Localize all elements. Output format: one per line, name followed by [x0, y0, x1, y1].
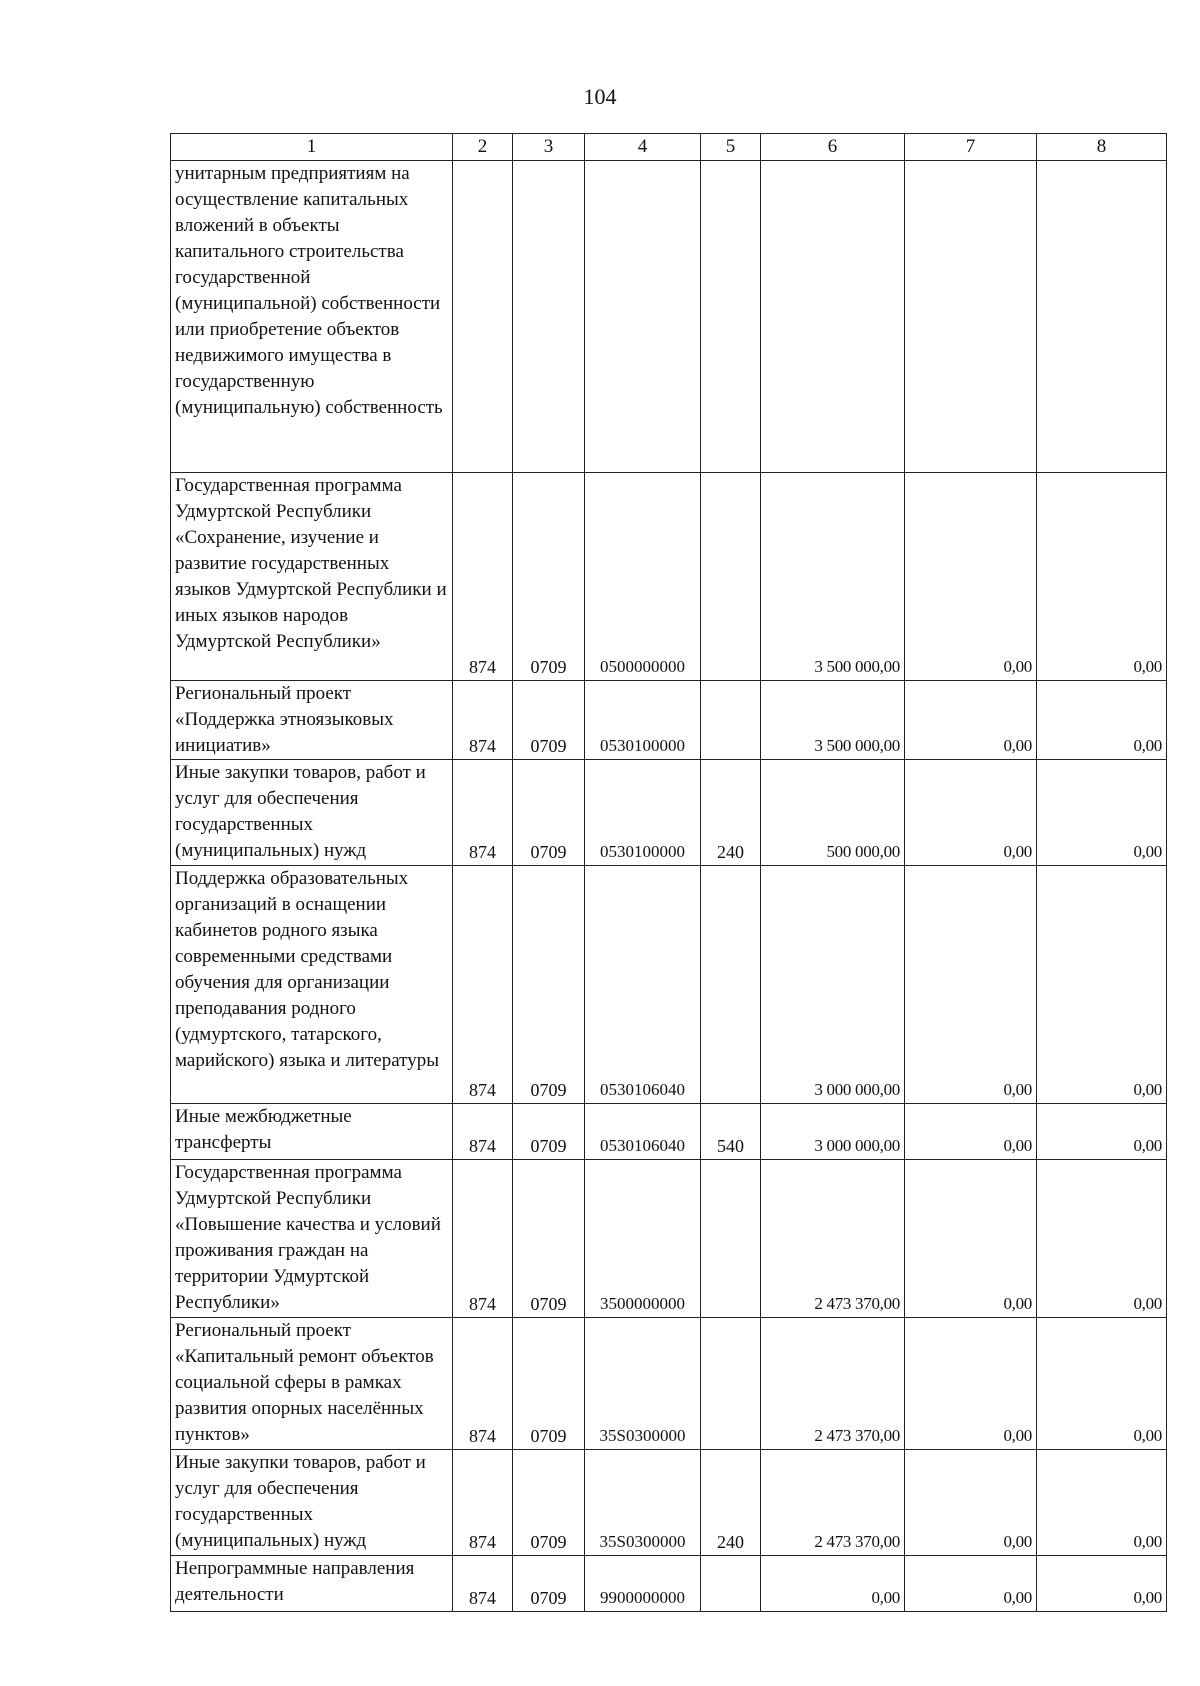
- cell-admin-code: 874: [453, 1450, 513, 1556]
- header-cell: 7: [905, 134, 1037, 161]
- cell-section: 0709: [513, 1160, 585, 1318]
- row-name: Иные закупки товаров, работ и услуг для обеспечения государственных (муниципальных) нужд: [171, 760, 453, 866]
- cell-admin-code: 874: [453, 1160, 513, 1318]
- row-name: Региональный проект «Капитальный ремонт объектов социальной сферы в рамках развития опорных населённых пунктов»: [171, 1318, 453, 1450]
- header-cell: 6: [761, 134, 905, 161]
- cell-amount-7: 0,00: [905, 866, 1037, 1104]
- row-name: Поддержка образовательных организаций в оснащении кабинетов родного языка современными средствами обучения для организации преподавания родного (удмуртского, татарского, марийского) языка и литературы: [171, 866, 453, 1104]
- cell-amount-7: 0,00: [905, 681, 1037, 760]
- header-cell: 1: [171, 134, 453, 161]
- header-cell: 4: [585, 134, 701, 161]
- table-row: [171, 161, 1167, 473]
- header-cell: 8: [1037, 134, 1167, 161]
- cell-section: [513, 161, 585, 473]
- cell-admin-code: 874: [453, 681, 513, 760]
- header-cell: 3: [513, 134, 585, 161]
- cell-amount-6: [761, 161, 905, 473]
- cell-amount-7: [905, 161, 1037, 473]
- header-row: [171, 134, 1167, 161]
- cell-amount-6: 3 500 000,00: [761, 473, 905, 681]
- table-row: [171, 1556, 1167, 1612]
- cell-amount-6: 3 000 000,00: [761, 1104, 905, 1160]
- cell-expense-type: [701, 1160, 761, 1318]
- cell-amount-7: 0,00: [905, 1556, 1037, 1612]
- cell-amount-8: 0,00: [1037, 681, 1167, 760]
- cell-expense-type: [701, 1556, 761, 1612]
- table-row: [171, 1160, 1167, 1318]
- cell-amount-6: 2 473 370,00: [761, 1160, 905, 1318]
- cell-amount-8: 0,00: [1037, 473, 1167, 681]
- table-row: [171, 1450, 1167, 1556]
- cell-expense-type: 240: [701, 760, 761, 866]
- cell-amount-8: [1037, 161, 1167, 473]
- cell-amount-8: 0,00: [1037, 866, 1167, 1104]
- cell-admin-code: 874: [453, 1318, 513, 1450]
- cell-amount-7: 0,00: [905, 1450, 1037, 1556]
- cell-amount-6: 3 000 000,00: [761, 866, 905, 1104]
- table-row: [171, 760, 1167, 866]
- cell-admin-code: 874: [453, 1556, 513, 1612]
- cell-target-article: 0530106040: [585, 866, 701, 1104]
- cell-amount-7: 0,00: [905, 1160, 1037, 1318]
- cell-expense-type: [701, 1318, 761, 1450]
- cell-section: 0709: [513, 1450, 585, 1556]
- cell-amount-7: 0,00: [905, 473, 1037, 681]
- cell-amount-7: 0,00: [905, 760, 1037, 866]
- row-name: Государственная программа Удмуртской Республики «Сохранение, изучение и развитие государственных языков Удмуртской Республики и иных языков народов Удмуртской Республики»: [171, 473, 453, 681]
- row-name: Иные межбюджетные трансферты: [171, 1104, 453, 1160]
- cell-expense-type: [701, 866, 761, 1104]
- cell-amount-8: 0,00: [1037, 1450, 1167, 1556]
- table-row: [171, 1104, 1167, 1160]
- cell-expense-type: [701, 681, 761, 760]
- cell-target-article: 3500000000: [585, 1160, 701, 1318]
- cell-amount-6: 3 500 000,00: [761, 681, 905, 760]
- cell-admin-code: 874: [453, 760, 513, 866]
- cell-target-article: 0500000000: [585, 473, 701, 681]
- cell-admin-code: [453, 161, 513, 473]
- budget-table: [170, 133, 1167, 1612]
- cell-target-article: 35S0300000: [585, 1318, 701, 1450]
- page-number: 104: [583, 84, 617, 109]
- row-name: унитарным предприятиям на осуществление капитальных вложений в объекты капитального строительства государственной (муниципальной) собственности или приобретение объектов недвижимого имущества в государственную (муниципальную) собственность: [171, 161, 453, 473]
- cell-admin-code: 874: [453, 866, 513, 1104]
- cell-target-article: [585, 161, 701, 473]
- cell-target-article: 0530100000: [585, 681, 701, 760]
- cell-amount-8: 0,00: [1037, 1104, 1167, 1160]
- cell-section: 0709: [513, 760, 585, 866]
- cell-target-article: 35S0300000: [585, 1450, 701, 1556]
- cell-amount-6: 2 473 370,00: [761, 1318, 905, 1450]
- cell-admin-code: 874: [453, 1104, 513, 1160]
- cell-amount-8: 0,00: [1037, 1556, 1167, 1612]
- table-row: [171, 866, 1167, 1104]
- cell-amount-8: 0,00: [1037, 1160, 1167, 1318]
- cell-target-article: 9900000000: [585, 1556, 701, 1612]
- cell-expense-type: [701, 473, 761, 681]
- table-row: [171, 681, 1167, 760]
- cell-target-article: 0530106040: [585, 1104, 701, 1160]
- cell-expense-type: [701, 161, 761, 473]
- cell-expense-type: 240: [701, 1450, 761, 1556]
- cell-section: 0709: [513, 681, 585, 760]
- row-name: Иные закупки товаров, работ и услуг для обеспечения государственных (муниципальных) нужд: [171, 1450, 453, 1556]
- cell-amount-8: 0,00: [1037, 1318, 1167, 1450]
- cell-amount-6: 2 473 370,00: [761, 1450, 905, 1556]
- table-row: [171, 1318, 1167, 1450]
- cell-amount-7: 0,00: [905, 1318, 1037, 1450]
- cell-section: 0709: [513, 473, 585, 681]
- cell-target-article: 0530100000: [585, 760, 701, 866]
- table-row: [171, 473, 1167, 681]
- cell-section: 0709: [513, 1318, 585, 1450]
- cell-section: 0709: [513, 866, 585, 1104]
- cell-amount-6: 500 000,00: [761, 760, 905, 866]
- row-name: Региональный проект «Поддержка этноязыковых инициатив»: [171, 681, 453, 760]
- cell-section: 0709: [513, 1104, 585, 1160]
- cell-amount-6: 0,00: [761, 1556, 905, 1612]
- header-cell: 5: [701, 134, 761, 161]
- cell-admin-code: 874: [453, 473, 513, 681]
- cell-expense-type: 540: [701, 1104, 761, 1160]
- row-name: Государственная программа Удмуртской Республики «Повышение качества и условий проживания граждан на территории Удмуртской Республики»: [171, 1160, 453, 1318]
- header-cell: 2: [453, 134, 513, 161]
- row-name: Непрограммные направления деятельности: [171, 1556, 453, 1612]
- cell-section: 0709: [513, 1556, 585, 1612]
- cell-amount-7: 0,00: [905, 1104, 1037, 1160]
- cell-amount-8: 0,00: [1037, 760, 1167, 866]
